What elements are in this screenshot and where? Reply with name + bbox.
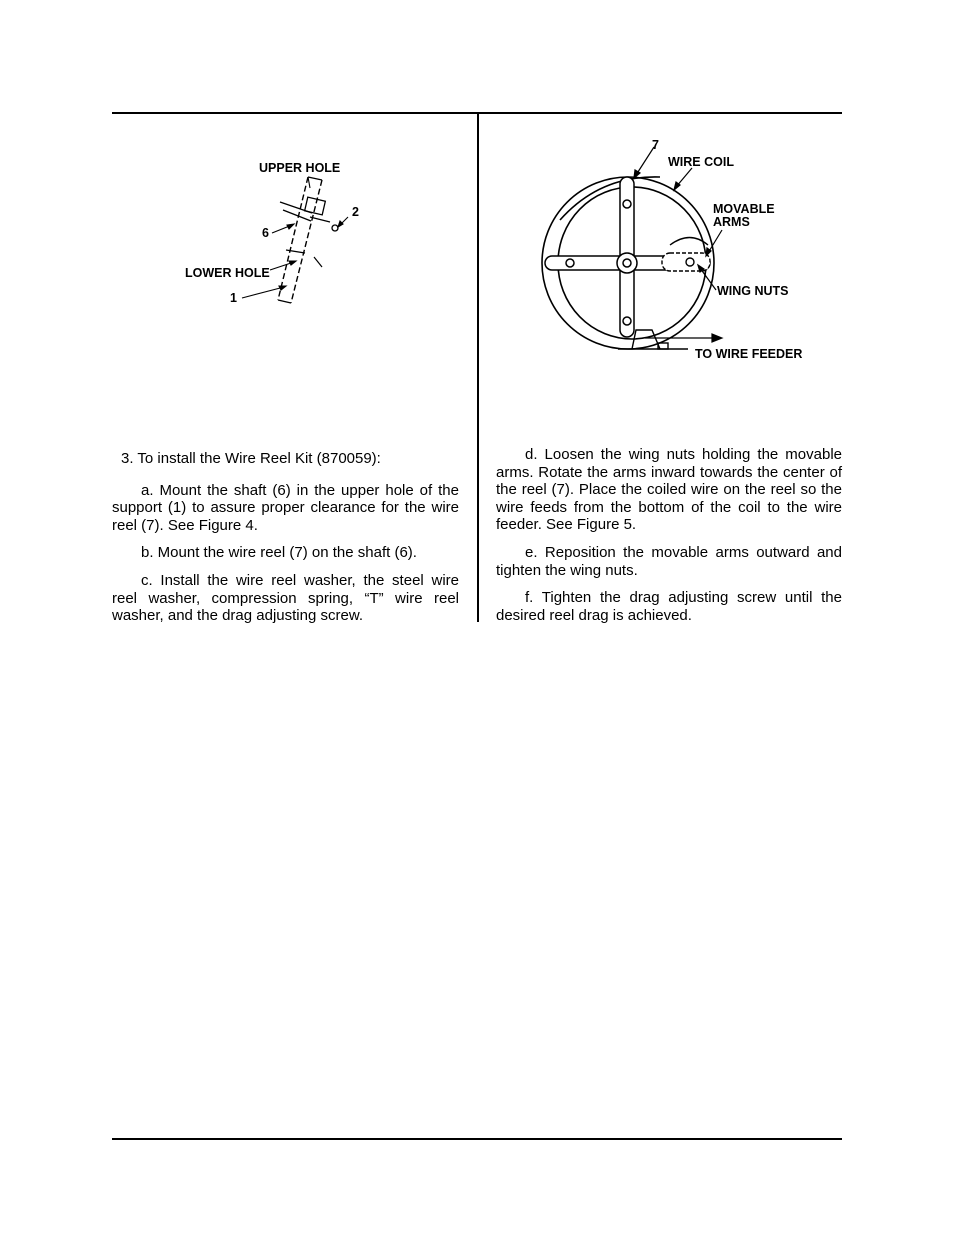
upper-hole-label: UPPER HOLE (259, 161, 341, 175)
step-3e: e. Reposition the movable arms outward and tighten the wing nuts. (496, 543, 842, 579)
bottom-rule (112, 1138, 842, 1140)
wing-nuts-label: WING NUTS (717, 284, 789, 298)
right-column (496, 446, 842, 624)
figure-5-wire-reel-diagram (540, 135, 820, 365)
part-6-label: 6 (262, 226, 269, 240)
part-1-label: 1 (230, 291, 237, 305)
support-tube (278, 177, 322, 303)
left-column (112, 450, 459, 625)
leader-lines (634, 147, 722, 342)
figure-4-shaft-support-diagram (180, 155, 380, 315)
step-3c: c. Install the wire reel washer, the steel wire reel washer, compression spring, “T” wire reel washer, and the drag adjusting screw. (112, 571, 459, 625)
column-divider (477, 112, 479, 622)
step-3a: a. Mount the shaft (6) in the upper hole of the support (1) to assure proper clearance for the wire reel (7). See Figure 4. (112, 481, 459, 534)
step-3b: b. Mount the wire reel (7) on the shaft (6). (141, 544, 417, 562)
upper-hole-clamp (305, 197, 338, 231)
step-3-heading: 3. To install the Wire Reel Kit (870059): (121, 450, 381, 467)
arms-label: ARMS (713, 215, 750, 229)
shaft (280, 202, 312, 221)
wire-coil-label: WIRE COIL (668, 155, 734, 169)
movable-label: MOVABLE (713, 202, 775, 216)
step-3d: d. Loosen the wing nuts holding the movable arms. Rotate the arms inward towards the center of the reel (7). Place the coiled wire on the reel so the wire feeds from the bottom of the coil to the wire feeder. See Figure 5. (496, 446, 842, 534)
to-wire-feeder-label: TO WIRE FEEDER (695, 347, 803, 361)
lower-hole-label: LOWER HOLE (185, 266, 270, 280)
step-3f: f. Tighten the drag adjusting screw until the desired reel drag is achieved. (496, 589, 842, 624)
part-7-label: 7 (652, 138, 659, 152)
part-2-label: 2 (352, 205, 359, 219)
